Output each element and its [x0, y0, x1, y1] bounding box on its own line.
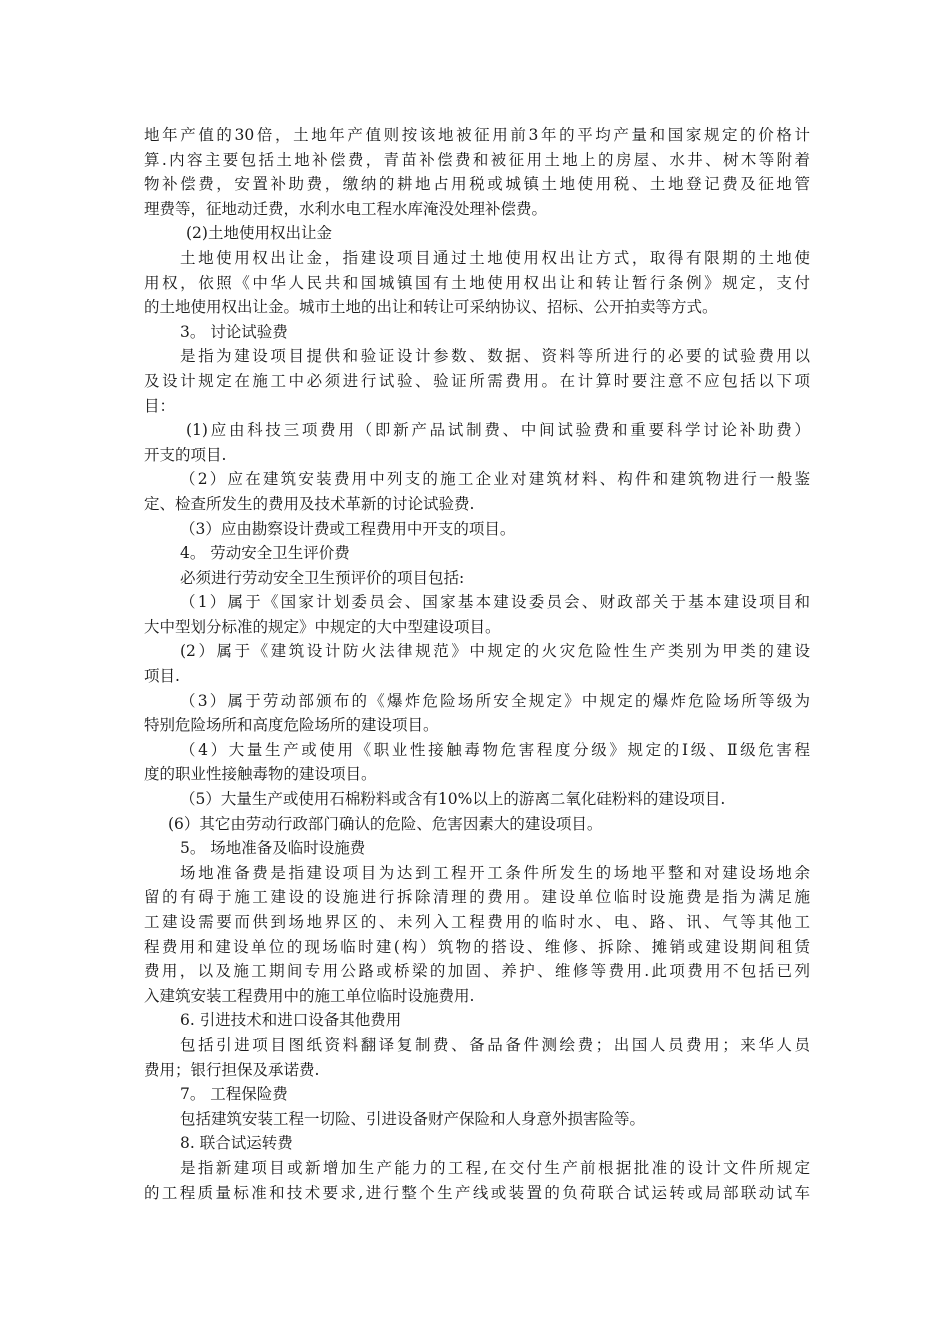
document-body: [144, 123, 810, 1205]
section-heading: 5。 场地准备及临时设施费: [180, 839, 366, 858]
text-line: 的工程质量标准和技术要求,进行整个生产线或装置的负荷联合试运转或局部联动试车: [144, 1183, 810, 1202]
text-line: 算.内容主要包括土地补偿费，青苗补偿费和被征用土地上的房屋、水井、树木等附着: [144, 150, 810, 169]
text-line: 度的职业性接触毒物的建设项目。: [144, 765, 377, 784]
text-line: 开支的项目.: [144, 445, 227, 464]
section-heading: 8. 联合试运转费: [180, 1134, 293, 1153]
text-line: 是指新建项目或新增加生产能力的工程,在交付生产前根据批准的设计文件所规定: [180, 1158, 810, 1177]
text-line: 物补偿费，安置补助费，缴纳的耕地占用税或城镇土地使用税、土地登记费及征地管: [144, 175, 810, 194]
list-item: (6）其它由劳动行政部门确认的危险、危害因素大的建设项目。: [168, 814, 603, 833]
text-line: 土地使用权出让金，指建设项目通过土地使用权出让方式，取得有限期的土地使: [180, 248, 810, 267]
list-item: (1)应由科技三项费用（即新产品试制费、中间试验费和重要科学讨论补助费）: [186, 421, 810, 440]
text-line: 包括引进项目图纸资料翻译复制费、备品备件测绘费；出国人员费用；来华人员: [180, 1035, 810, 1054]
text-line: 目：: [144, 396, 176, 415]
text-line: 是指为建设项目提供和验证设计参数、数据、资料等所进行的必要的试验费用以: [180, 347, 810, 366]
section-heading: 7。 工程保险费: [180, 1085, 288, 1104]
text-line: 特别危险场所和高度危险场所的建设项目。: [144, 716, 439, 735]
text-line: 费用；银行担保及承诺费.: [144, 1060, 320, 1079]
list-item: （1）属于《国家计划委员会、国家基本建设委员会、财政部关于基本建设项目和: [180, 593, 810, 612]
text-line: 理费等，征地动迁费，水利水电工程水库淹没处理补偿费。: [144, 199, 548, 218]
text-line: 及设计规定在施工中必须进行试验、验证所需费用。在计算时要注意不应包括以下项: [144, 371, 810, 390]
text-line: 必须进行劳动安全卫生预评价的项目包括:: [180, 568, 465, 587]
section-heading: 3。 讨论试验费: [180, 322, 288, 341]
section-heading: (2)土地使用权出让金: [186, 224, 332, 243]
text-line: 的土地使用权出让金。城市土地的出让和转让可采纳协议、招标、公开拍卖等方式。: [144, 298, 718, 317]
text-line: 定、检查所发生的费用及技术革新的讨论试验费.: [144, 494, 475, 513]
text-line: 费用，以及施工期间专用公路或桥梁的加固、养护、维修等费用.此项费用不包括已列: [144, 962, 810, 981]
list-item: （2）应在建筑安装费用中列支的施工企业对建筑材料、构件和建筑物进行一般鉴: [180, 470, 810, 489]
text-line: 工建设需要而供到场地界区的、未列入工程费用的临时水、电、路、讯、气等其他工: [144, 913, 810, 931]
text-line: 大中型划分标准的规定》中规定的大中型建设项目。: [144, 617, 501, 636]
list-item: （3）应由勘察设计费或工程费用中开支的项目。: [180, 519, 516, 538]
text-line: 包括建筑安装工程一切险、引进设备财产保险和人身意外损害险等。: [180, 1109, 646, 1128]
list-item: （5）大量生产或使用石棉粉料或含有10%以上的游离二氧化硅粉料的建设项目.: [180, 790, 726, 809]
text-line: 入建筑安装工程费用中的施工单位临时设施费用.: [144, 986, 475, 1005]
section-heading: 4。 劳动安全卫生评价费: [180, 544, 350, 563]
text-line: 场地准备费是指建设项目为达到工程开工条件所发生的场地平整和对建设场地余: [180, 863, 810, 882]
list-item: （3）属于劳动部颁布的《爆炸危险场所安全规定》中规定的爆炸危险场所等级为: [180, 691, 810, 710]
text-line: 用权，依照《中华人民共和国城镇国有土地使用权出让和转让暂行条例》规定，支付: [144, 273, 810, 292]
list-item: （4）大量生产或使用《职业性接触毒物危害程度分级》规定的Ⅰ级、Ⅱ级危害程: [180, 740, 810, 759]
text-line: 程费用和建设单位的现场临时建(构）筑物的搭设、维修、拆除、摊销或建设期间租赁: [144, 937, 810, 956]
text-line: 留的有碍于施工建设的设施进行拆除清理的费用。建设单位临时设施费是指为满足施: [144, 888, 810, 907]
text-line: 地年产值的30倍，土地年产值则按该地被征用前3年的平均产量和国家规定的价格计: [144, 126, 810, 144]
text-line: 项目.: [144, 667, 180, 686]
list-item: (2）属于《建筑设计防火法律规范》中规定的火灾危险性生产类别为甲类的建设: [180, 642, 810, 661]
section-heading: 6. 引进技术和进口设备其他费用: [180, 1011, 402, 1030]
